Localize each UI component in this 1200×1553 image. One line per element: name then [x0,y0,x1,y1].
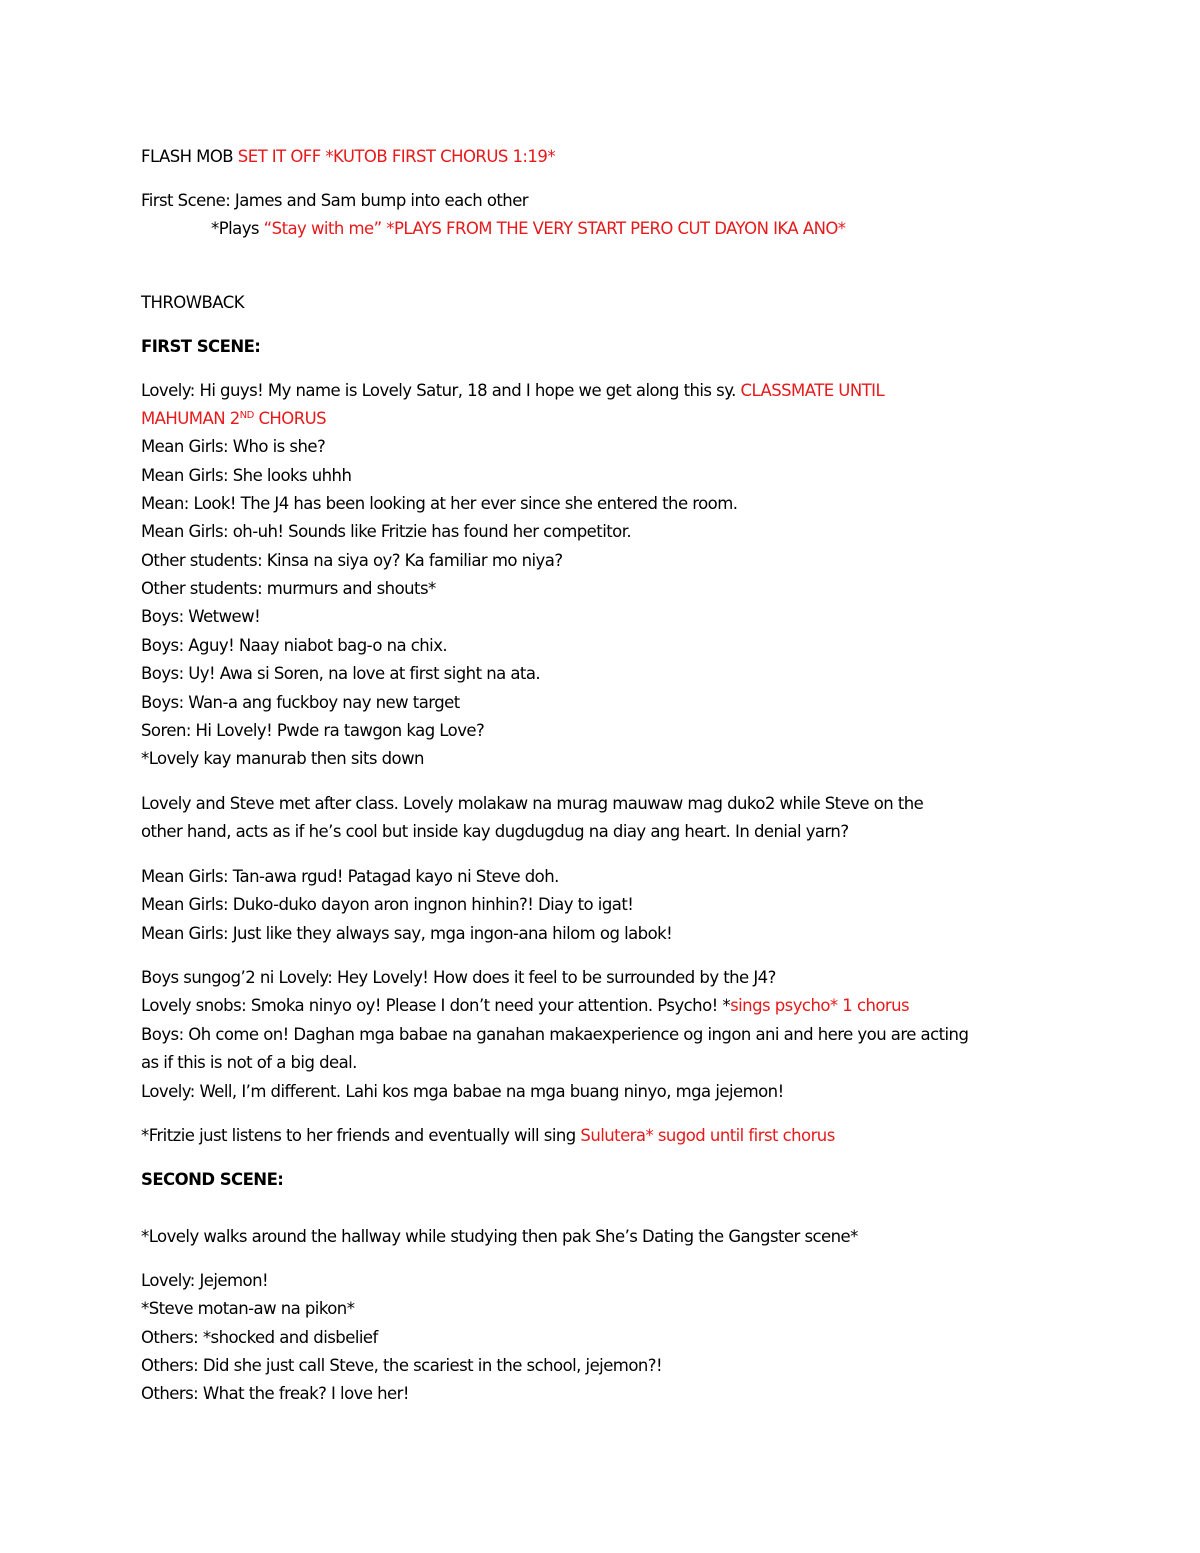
script-line [141,721,484,741]
text-segment: Boys: Aguy! Naay niabot bag-o na chix. [141,636,448,655]
text-segment: other hand, acts as if he’s cool but inside kay dugdugdug na diay ang heart. In denial yarn? [141,822,849,841]
text-segment: Lovely: Hi guys! My name is Lovely Satur, 18 and I hope we get along this sy. [141,381,741,400]
text-segment: Boys: Wan-a ang fuckboy nay new target [141,693,460,712]
text-segment: THROWBACK [141,293,244,312]
narration-line [141,822,849,842]
text-segment: Mean Girls: She looks uhhh [141,466,352,485]
scene-heading [141,1170,283,1190]
highlight-segment: SET IT OFF *KUTOB FIRST CHORUS 1:19* [237,147,556,166]
scene-heading [141,337,260,357]
script-line [141,1328,378,1348]
highlight-segment: CHORUS [253,409,327,428]
text-segment: Mean Girls: Just like they always say, mga ingon-ana hilom og labok! [141,924,673,943]
text-segment: Lovely: Well, I’m different. Lahi kos mga babae na mga buang ninyo, mga jejemon! [141,1082,784,1101]
text-segment: Other students: Kinsa na siya oy? Ka familiar mo niya? [141,551,563,570]
script-line [141,924,672,944]
text-segment: Mean Girls: Tan-awa rgud! Patagad kayo ni Steve doh. [141,867,559,886]
script-line [141,381,884,401]
text-segment: *Lovely kay manurab then sits down [141,749,424,768]
text-segment: SECOND SCENE: [141,1170,284,1189]
text-segment: Lovely snobs: Smoka ninyo oy! Please I don’t need your attention. Psycho! * [141,996,731,1015]
text-segment: Boys: Wetwew! [141,607,261,626]
script-line [141,664,540,684]
script-line [141,437,325,457]
script-line [141,466,351,486]
script-line [141,867,559,887]
text-segment: Lovely and Steve met after class. Lovely molakaw na murag mauwaw mag duko2 while Steve on the [141,794,924,813]
text-segment: FLASH MOB [141,147,238,166]
script-line [141,693,460,713]
text-segment: Lovely: Jejemon! [141,1271,269,1290]
script-line [141,1384,409,1404]
script-line [141,1082,784,1102]
highlight-segment: MAHUMAN 2 [141,409,240,428]
text-segment: Soren: Hi Lovely! Pwde ra tawgon kag Love? [141,721,485,740]
script-line [141,607,260,627]
script-line [141,968,776,988]
highlight-segment: Sulutera* sugod until first chorus [580,1126,835,1145]
script-line [141,996,909,1016]
section-heading [141,293,244,313]
script-line [141,409,326,429]
text-segment: Others: *shocked and disbelief [141,1328,378,1347]
text-segment: as if this is not of a big deal. [141,1053,357,1072]
script-line [141,1299,354,1319]
script-line [141,1025,968,1045]
text-segment: Others: Did she just call Steve, the scariest in the school, jejemon?! [141,1356,663,1375]
script-line [141,494,737,514]
text-segment: *Plays [211,219,264,238]
superscript-text: ND [239,410,254,421]
text-segment: Others: What the freak? I love her! [141,1384,409,1403]
text-segment: Boys sungog’2 ni Lovely: Hey Lovely! How does it feel to be surrounded by the J4? [141,968,776,987]
text-segment: Boys: Uy! Awa si Soren, na love at first sight na ata. [141,664,541,683]
script-line [141,551,563,571]
script-line [141,749,424,769]
text-segment: Other students: murmurs and shouts* [141,579,436,598]
text-segment: Mean Girls: Duko-duko dayon aron ingnon hinhin?! Diay to igat! [141,895,634,914]
title-line [141,147,555,167]
scene-intro-line [141,191,528,211]
text-segment: *Fritzie just listens to her friends and eventually will sing [141,1126,581,1145]
script-line [141,1356,662,1376]
script-line [141,1053,357,1073]
text-segment: First Scene: James and Sam bump into each other [141,191,529,210]
narration-line [141,1227,858,1247]
script-line [141,579,436,599]
highlight-segment: CLASSMATE UNTIL [740,381,885,400]
narration-line [141,794,923,814]
text-segment: Boys: Oh come on! Daghan mga babae na ganahan makaexperience og ingon ani and here you are acting [141,1025,969,1044]
highlight-segment: “Stay with me” *PLAYS FROM THE VERY START PERO CUT DAYON IKA ANO* [263,219,846,238]
script-line [141,522,631,542]
highlight-segment: sings psycho* 1 chorus [730,996,910,1015]
script-line [141,636,447,656]
text-segment: Mean Girls: oh-uh! Sounds like Fritzie has found her competitor. [141,522,632,541]
script-line [141,1271,268,1291]
script-line [141,1126,835,1146]
text-segment: *Steve motan-aw na pikon* [141,1299,355,1318]
script-line [141,895,633,915]
song-cue-line [211,219,846,239]
text-segment: Mean Girls: Who is she? [141,437,326,456]
text-segment: *Lovely walks around the hallway while studying then pak She’s Dating the Gangster scene* [141,1227,858,1246]
text-segment: FIRST SCENE: [141,337,261,356]
text-segment: Mean: Look! The J4 has been looking at her ever since she entered the room. [141,494,738,513]
